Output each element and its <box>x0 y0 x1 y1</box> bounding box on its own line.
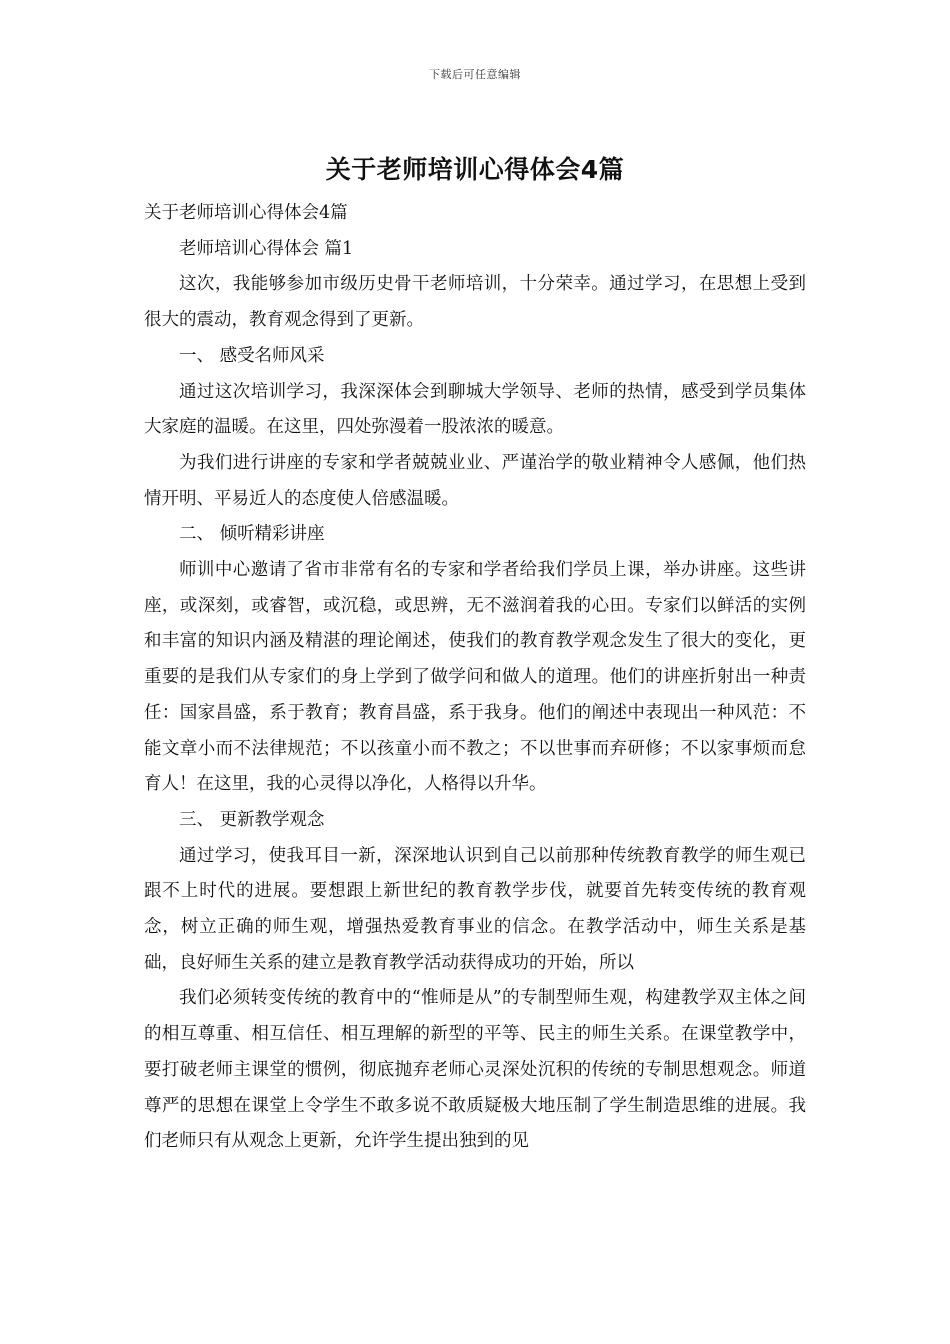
paragraph: 师训中心邀请了省市非常有名的专家和学者给我们学员上课，举办讲座。这些讲座，或深刻，或睿智，或沉稳，或思辨，无不滋润着我的心田。专家们以鲜活的实例和丰富的知识内涵及精湛的理论阐述，使我们的教育教学观念发生了很大的变化，更重要的是我们从专家们的身上学到了做学问和做人的道理。他们的讲座折射出一种责任：国家昌盛，系于教育；教育昌盛，系于我身。他们的阐述中表现出一种风范：不能文章小而不法律规范；不以孩童小而不教之；不以世事而弃研修；不以家事烦而怠育人！在这里，我的心灵得以净化，人格得以升华。 <box>144 560 806 795</box>
paragraph: 我们必须转变传统的教育中的“惟师是从”的专制型师生观，构建教学双主体之间的相互尊重、相互信任、相互理解的新型的平等、民主的师生关系。在课堂教学中，要打破老师主课堂的惯例，彻底抛弃老师心灵深处沉积的传统的专制思想观念。师道尊严的思想在课堂上令学生不敢多说不敢质疑极大地压制了学生制造思维的进展。我们老师只有从观念上更新，允许学生提出独到的见 <box>144 988 806 1152</box>
paragraph-heading: 一、 感受名师风采 <box>179 345 325 366</box>
paragraph: 通过这次培训学习，我深深体会到聊城大学领导、老师的热情，感受到学员集体大家庭的温暖。在这里，四处弥漫着一股浓浓的暖意。 <box>144 381 806 438</box>
paragraph-heading: 二、 倾听精彩讲座 <box>179 524 325 545</box>
paragraph: 这次，我能够参加市级历史骨干老师培训，十分荣幸。通过学习，在思想上受到很大的震动，教育观念得到了更新。 <box>144 274 806 331</box>
paragraph: 通过学习，使我耳目一新，深深地认识到自己以前那种传统教育教学的师生观已跟不上时代的进展。要想跟上新世纪的教育教学步伐，就要首先转变传统的教育观念，树立正确的师生观，增强热爱教育事业的信念。在教学活动中，师生关系是基础，良好师生关系的建立是教育教学活动获得成功的开始，所以 <box>144 845 806 973</box>
header-note: 下载后可任意编辑 <box>429 68 521 81</box>
paragraph-subtitle: 关于老师培训心得体会4篇 <box>144 203 348 223</box>
paragraph-section-heading: 老师培训心得体会 篇1 <box>179 238 354 259</box>
paragraph-heading: 三、 更新教学观念 <box>179 809 325 830</box>
document-body <box>144 196 806 1160</box>
document-title: 关于老师培训心得体会4篇 <box>325 155 625 184</box>
paragraph: 为我们进行讲座的专家和学者兢兢业业、严谨治学的敬业精神令人感佩，他们热情开明、平易近人的态度使人倍感温暖。 <box>144 452 806 509</box>
